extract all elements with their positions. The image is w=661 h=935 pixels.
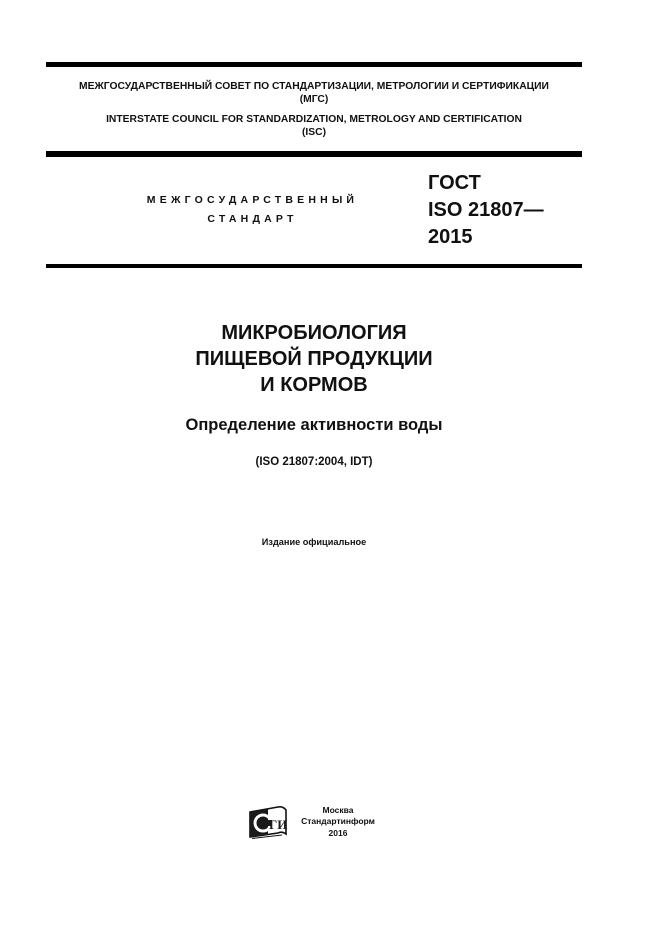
gost-number bbox=[428, 170, 544, 251]
publication-year: 2016 bbox=[328, 827, 348, 838]
council-ru-name: МЕЖГОСУДАРСТВЕННЫЙ СОВЕТ ПО СТАНДАРТИЗАЦИИ, МЕТРОЛОГИИ И СЕРТИФИКАЦИИ bbox=[79, 81, 549, 92]
gost-label: ГОСТ bbox=[428, 172, 481, 194]
standard-type-line1: МЕЖГОСУДАРСТВЕННЫЙ bbox=[146, 194, 359, 206]
gost-year: 2015 bbox=[428, 226, 473, 248]
gost-iso-number: ISO 21807— bbox=[428, 199, 544, 221]
council-ru bbox=[46, 80, 582, 106]
title-line3: И КОРМОВ bbox=[260, 374, 368, 396]
document-title bbox=[46, 320, 582, 398]
standartinform-logo-icon bbox=[248, 804, 288, 840]
edition-label: Издание официальное bbox=[261, 537, 367, 547]
middle-divider bbox=[46, 151, 582, 157]
title-line2: ПИЩЕВОЙ ПРОДУКЦИИ bbox=[195, 348, 433, 370]
council-en-name: INTERSTATE COUNCIL FOR STANDARDIZATION, METROLOGY AND CERTIFICATION bbox=[106, 114, 522, 125]
council-en-abbr: (ISC) bbox=[301, 127, 327, 138]
iso-reference: (ISO 21807:2004, IDT) bbox=[255, 456, 373, 468]
title-line1: МИКРОБИОЛОГИЯ bbox=[221, 322, 407, 344]
publisher-city: Москва bbox=[322, 804, 354, 815]
standard-type bbox=[100, 191, 405, 229]
title-block bbox=[46, 320, 582, 469]
publisher-block bbox=[248, 804, 378, 840]
svg-text:ГИ: ГИ bbox=[269, 817, 288, 832]
top-divider bbox=[46, 62, 582, 67]
standard-type-line2: СТАНДАРТ bbox=[207, 213, 298, 225]
council-ru-abbr: (МГС) bbox=[299, 94, 329, 105]
publisher-name: Стандартинформ bbox=[301, 816, 375, 827]
council-en bbox=[46, 113, 582, 139]
publisher-text bbox=[298, 805, 378, 840]
document-subtitle: Определение активности воды bbox=[185, 416, 443, 434]
bottom-divider bbox=[46, 264, 582, 268]
